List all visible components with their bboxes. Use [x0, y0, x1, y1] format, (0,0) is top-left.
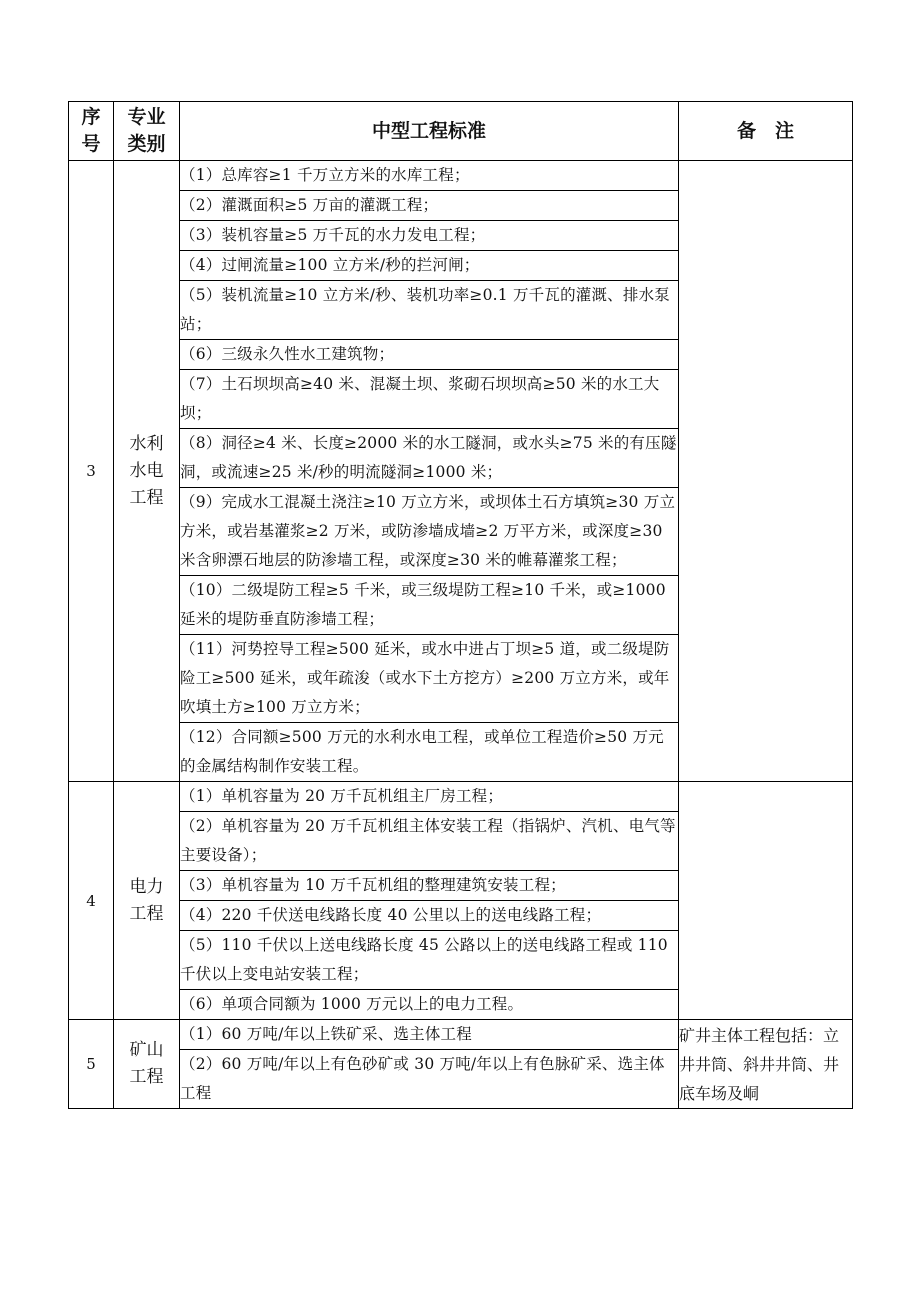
- section-category: 水利水电工程: [114, 161, 180, 782]
- standard-item: （3）单机容量为 10 万千瓦机组的整理建筑安装工程；: [180, 871, 679, 901]
- standard-item: （7）土石坝坝高≥40 米、混凝土坝、浆砌石坝坝高≥50 米的水工大坝；: [180, 370, 679, 429]
- standard-item: （11）河势控导工程≥500 延米，或水中进占丁坝≥5 道，或二级堤防险工≥500 延米，或年疏浚（或水下土方挖方）≥200 万立方米，或年吹填土方≥100 万立方米；: [180, 635, 679, 723]
- header-note: 备 注: [679, 102, 853, 161]
- section-number: 3: [69, 161, 114, 782]
- standard-item: （5）110 千伏以上送电线路长度 45 公路以上的送电线路工程或 110 千伏以上变电站安装工程；: [180, 931, 679, 990]
- standard-item: （10）二级堤防工程≥5 千米，或三级堤防工程≥10 千米，或≥1000 延米的堤防垂直防渗墙工程；: [180, 576, 679, 635]
- standard-item: （5）装机流量≥10 立方米/秒、装机功率≥0.1 万千瓦的灌溉、排水泵站；: [180, 281, 679, 340]
- standard-item: （2）60 万吨/年以上有色砂矿或 30 万吨/年以上有色脉矿采、选主体工程: [180, 1050, 679, 1109]
- standard-item: （6）单项合同额为 1000 万元以上的电力工程。: [180, 990, 679, 1020]
- section-note: [679, 161, 853, 782]
- standard-item: （6）三级永久性水工建筑物；: [180, 340, 679, 370]
- standard-item: （4）220 千伏送电线路长度 40 公里以上的送电线路工程；: [180, 901, 679, 931]
- header-category: 专业类别: [114, 102, 180, 161]
- section-number: 4: [69, 782, 114, 1020]
- standard-item: （8）洞径≥4 米、长度≥2000 米的水工隧洞，或水头≥75 米的有压隧洞，或流速≥25 米/秒的明流隧洞≥1000 米；: [180, 429, 679, 488]
- table-row: [69, 782, 853, 812]
- standard-item: （1）60 万吨/年以上铁矿采、选主体工程: [180, 1020, 679, 1050]
- section-category: 电力工程: [114, 782, 180, 1020]
- table-row: [69, 1020, 853, 1050]
- header-num: 序号: [69, 102, 114, 161]
- standard-item: （9）完成水工混凝土浇注≥10 万立方米，或坝体土石方填筑≥30 万立方米，或岩基灌浆≥2 万米，或防渗墙成墙≥2 万平方米，或深度≥30 米含卵漂石地层的防渗墙工程，或深度≥30 米的帷幕灌浆工程；: [180, 488, 679, 576]
- section-category: 矿山工程: [114, 1020, 180, 1109]
- header-standard: 中型工程标准: [180, 102, 679, 161]
- standard-item: （2）灌溉面积≥5 万亩的灌溉工程；: [180, 191, 679, 221]
- standard-item: （3）装机容量≥5 万千瓦的水力发电工程；: [180, 221, 679, 251]
- standard-item: （2）单机容量为 20 万千瓦机组主体安装工程（指锅炉、汽机、电气等主要设备）；: [180, 812, 679, 871]
- standard-item: （4）过闸流量≥100 立方米/秒的拦河闸；: [180, 251, 679, 281]
- standard-item: （1）总库容≥1 千万立方米的水库工程；: [180, 161, 679, 191]
- standard-item: （12）合同额≥500 万元的水利水电工程，或单位工程造价≥50 万元的金属结构制作安装工程。: [180, 723, 679, 782]
- section-note: 矿井主体工程包括：立井井筒、斜井井筒、井底车场及峒: [679, 1020, 853, 1109]
- standards-table: [68, 101, 853, 1109]
- section-number: 5: [69, 1020, 114, 1109]
- standard-item: （1）单机容量为 20 万千瓦机组主厂房工程；: [180, 782, 679, 812]
- table-row: [69, 161, 853, 191]
- header-row: [69, 102, 853, 161]
- section-note: [679, 782, 853, 1020]
